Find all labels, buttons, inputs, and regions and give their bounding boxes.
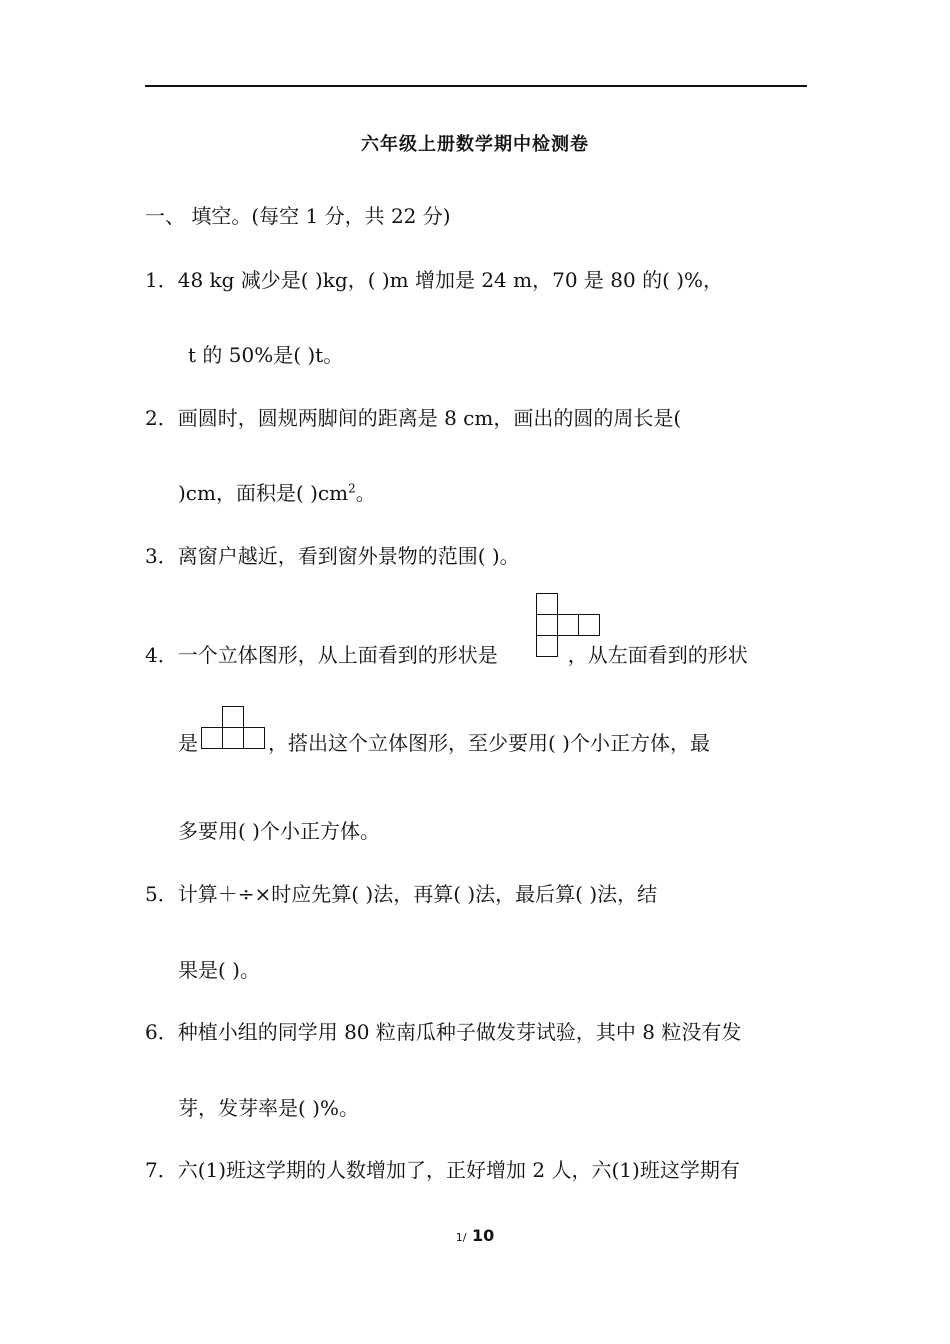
figure-cell <box>536 614 558 636</box>
question-5-line-2: 果是( )。 <box>178 958 260 982</box>
question-4-text-b: ，从左面看到的形状 <box>567 643 748 667</box>
question-4-text-d: ，搭出这个立体图形，至少要用( )个小正方体，最 <box>268 731 710 755</box>
question-4-text-a: 4．一个立体图形，从上面看到的形状是 <box>145 643 498 667</box>
figure-cell <box>557 614 579 636</box>
page-title: 六年级上册数学期中检测卷 <box>361 134 589 155</box>
top-view-figure <box>536 593 606 663</box>
section-heading: 一、 填空。(每空 1 分，共 22 分) <box>145 204 451 228</box>
question-2-text: )cm，面积是( )cm <box>178 481 349 505</box>
left-view-figure <box>201 706 271 752</box>
question-6-line-1: 6．种植小组的同学用 80 粒南瓜种子做发芽试验，其中 8 粒没有发 <box>145 1020 742 1044</box>
question-4-line-3: 多要用( )个小正方体。 <box>178 819 380 843</box>
superscript: 2 <box>348 481 356 496</box>
figure-cell <box>536 593 558 615</box>
page-separator: / <box>462 1231 467 1244</box>
question-2-line-2 <box>178 481 376 505</box>
figure-cell <box>201 727 223 749</box>
question-3: 3．离窗户越近，看到窗外景物的范围( )。 <box>145 544 520 568</box>
figure-cell <box>222 706 244 728</box>
question-5-line-1: 5．计算＋÷×时应先算( )法，再算( )法，最后算( )法，结 <box>145 882 658 906</box>
question-1-line-2: t 的 50%是( )t。 <box>188 343 344 367</box>
question-4-line-1 <box>145 643 748 667</box>
figure-cell <box>578 614 600 636</box>
question-4-text-c: 是 <box>178 731 198 755</box>
question-2-end: 。 <box>355 481 376 505</box>
current-page: 1 <box>455 1231 463 1244</box>
question-2-line-1: 2．画圆时，圆规两脚间的距离是 8 cm，画出的圆的周长是( <box>145 406 682 430</box>
figure-cell <box>243 727 265 749</box>
figure-cell <box>222 727 244 749</box>
question-1-line-1: 1．48 kg 减少是( )kg，( )m 增加是 24 m，70 是 80 的( )%， <box>145 268 724 292</box>
question-7-line-1: 7．六(1)班这学期的人数增加了，正好增加 2 人，六(1)班这学期有 <box>145 1158 740 1182</box>
figure-cell <box>536 635 558 657</box>
question-6-line-2: 芽，发芽率是( )%。 <box>178 1096 359 1120</box>
page-number <box>0 1226 950 1245</box>
total-pages: 10 <box>472 1226 495 1245</box>
header-rule <box>145 85 807 87</box>
